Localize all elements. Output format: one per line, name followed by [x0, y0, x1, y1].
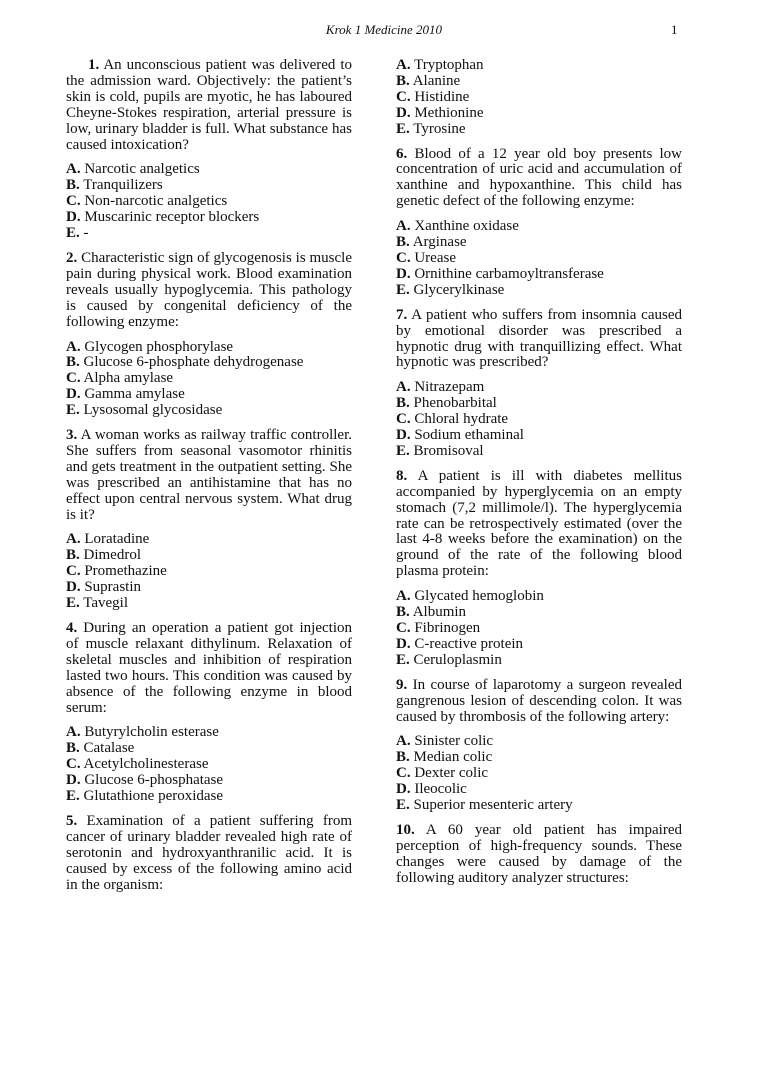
option-letter: A.	[396, 588, 411, 605]
question-body: A woman works as railway traffic controller. She suffers from seasonal vasomotor rhinitis and gets treatment in the outpatient setting. She was prescribed an antihistamine that has no effect upon central nervous system. What drug is it?	[66, 427, 352, 523]
answer-option	[66, 403, 352, 419]
question-1	[66, 58, 352, 242]
answer-option	[396, 428, 682, 444]
question-body: Blood of a 12 year old boy presents low concentration of uric acid and accumulation of xanthine and hypoxanthine. This child has genetic defect of the following enzyme:	[396, 145, 682, 210]
option-letter: A.	[66, 338, 81, 355]
option-letter: A.	[396, 733, 411, 750]
option-text: Glucose 6-phosphate dehydrogenase	[83, 354, 304, 371]
answer-option	[66, 162, 352, 178]
option-letter: B.	[396, 749, 410, 766]
question-number: 3.	[66, 427, 78, 444]
option-text: Chloral hydrate	[414, 411, 509, 428]
option-text: Gamma amylase	[84, 386, 185, 403]
answer-option	[396, 605, 682, 621]
answer-option	[396, 766, 682, 782]
left-column	[66, 58, 352, 903]
question-text	[396, 147, 682, 211]
option-text: Urease	[414, 249, 456, 266]
option-list	[396, 219, 682, 299]
answer-option	[396, 122, 682, 138]
option-text: Tyrosine	[413, 120, 466, 137]
option-letter: E.	[396, 281, 410, 298]
option-letter: D.	[66, 772, 81, 789]
option-letter: E.	[66, 788, 80, 805]
option-text: Ileocolic	[414, 781, 467, 798]
page-number: 1	[671, 22, 678, 37]
option-letter: E.	[66, 595, 80, 612]
option-letter: C.	[396, 765, 411, 782]
option-letter: C.	[396, 88, 411, 105]
option-text: Non-narcotic analgetics	[84, 193, 228, 210]
option-text: Alpha amylase	[83, 370, 174, 387]
answer-option	[396, 219, 682, 235]
option-list	[396, 58, 682, 138]
answer-option	[396, 251, 682, 267]
option-letter: A.	[396, 218, 411, 235]
option-letter: A.	[66, 531, 81, 548]
question-number: 2.	[66, 249, 78, 266]
option-letter: E.	[396, 442, 410, 459]
question-body: A 60 year old patient has impaired perception of high-frequency sounds. These changes were caused by damage of the following auditory analyzer structures:	[396, 821, 682, 886]
question-body: An unconscious patient was delivered to the admission ward. Objectively: the patient’s skin is cold, pupils are myotic, he has laboured Cheyne-Stokes respiration, arterial pressure is low, urinary bladder is full. What substance has caused intoxication?	[66, 57, 352, 153]
answer-option	[396, 444, 682, 460]
option-text: Glycated hemoglobin	[414, 588, 544, 605]
answer-option	[396, 380, 682, 396]
answer-option	[66, 548, 352, 564]
option-list	[66, 725, 352, 805]
answer-option	[396, 798, 682, 814]
option-letter: B.	[66, 547, 80, 564]
option-letter: B.	[66, 177, 80, 194]
question-number: 7.	[396, 306, 408, 323]
option-text: Arginase	[412, 234, 467, 251]
answer-option	[66, 178, 352, 194]
option-text: Superior mesenteric artery	[413, 797, 573, 814]
question-text	[66, 621, 352, 716]
option-letter: C.	[66, 563, 81, 580]
answer-option	[66, 194, 352, 210]
question-body: A patient is ill with diabetes mellitus accompanied by hyperglycemia on an empty stomach (7,2 millimole/l). The hyperglycemia rate can be retrospectively estimated (over the last 4-8 weeks before the examination) on the ground of the rate of the following blood plasma protein:	[396, 467, 682, 580]
option-text: Dexter colic	[414, 765, 489, 782]
right-column	[396, 58, 682, 896]
option-text: Glycerylkinase	[413, 281, 505, 298]
option-text: Muscarinic receptor blockers	[84, 209, 260, 226]
option-text: Dimedrol	[83, 547, 142, 564]
question-text	[396, 308, 682, 372]
question-9	[396, 678, 682, 814]
option-text: Sodium ethaminal	[414, 427, 524, 444]
answer-option	[66, 773, 352, 789]
answer-option	[66, 355, 352, 371]
answer-option	[66, 371, 352, 387]
answer-option	[396, 235, 682, 251]
question-number: 6.	[396, 145, 408, 162]
question-text	[66, 58, 352, 153]
answer-option	[396, 267, 682, 283]
question-8	[396, 469, 682, 669]
option-text: Phenobarbital	[413, 395, 497, 412]
option-letter: B.	[396, 234, 410, 251]
answer-option	[66, 725, 352, 741]
option-letter: E.	[66, 402, 80, 419]
answer-option	[396, 74, 682, 90]
option-list	[396, 589, 682, 669]
option-text: Ceruloplasmin	[413, 651, 502, 668]
option-letter: B.	[396, 604, 410, 621]
option-text: Butyrylcholin esterase	[84, 724, 219, 741]
question-number: 9.	[396, 676, 408, 693]
option-letter: E.	[396, 120, 410, 137]
option-text: Nitrazepam	[414, 379, 485, 396]
question-body: Examination of a patient suffering from cancer of urinary bladder revealed high rate of serotonin and hydroxyanthranilic acid. It is caused by excess of the following amino acid in the organism:	[66, 812, 353, 893]
option-letter: D.	[396, 635, 411, 652]
question-number: 4.	[66, 620, 78, 636]
option-letter: E.	[396, 651, 410, 668]
question-2	[66, 251, 352, 419]
option-text: Xanthine oxidase	[414, 218, 519, 235]
question-text	[66, 428, 352, 523]
question-body: A patient who suffers from insomnia caused by emotional disorder was prescribed a hypnotic drug with tranquillizing effect. What hypnotic was prescribed?	[396, 306, 682, 371]
option-letter: A.	[66, 161, 81, 178]
option-text: Narcotic analgetics	[84, 161, 200, 178]
option-letter: C.	[66, 756, 81, 773]
answer-option	[66, 564, 352, 580]
option-text: C-reactive protein	[414, 635, 524, 652]
answer-option	[396, 653, 682, 669]
option-letter: B.	[66, 740, 80, 757]
option-list	[66, 162, 352, 242]
option-letter: C.	[396, 411, 411, 428]
option-letter: D.	[66, 386, 81, 403]
option-text: Median colic	[413, 749, 493, 766]
option-text: Alanine	[412, 72, 461, 89]
option-letter: D.	[396, 427, 411, 444]
option-text: Albumin	[412, 604, 467, 621]
option-letter: D.	[396, 104, 411, 121]
answer-option	[396, 412, 682, 428]
option-letter: C.	[66, 370, 81, 387]
answer-option	[396, 589, 682, 605]
answer-option	[66, 387, 352, 403]
answer-option	[396, 637, 682, 653]
answer-option	[66, 532, 352, 548]
question-4	[66, 621, 352, 805]
option-text: -	[83, 225, 89, 242]
question-5	[66, 814, 352, 894]
answer-option	[66, 340, 352, 356]
question-body: Characteristic sign of glycogenosis is muscle pain during physical work. Blood examination reveals usually hypoglycemia. This pathology is caused by congenital deficiency of the following enzyme:	[66, 249, 353, 330]
answer-option	[396, 90, 682, 106]
question-3	[66, 428, 352, 612]
answer-option	[66, 789, 352, 805]
question-10	[396, 823, 682, 887]
question-number: 1.	[88, 57, 100, 73]
question-number: 5.	[66, 812, 78, 829]
answer-option	[66, 757, 352, 773]
answer-option	[66, 226, 352, 242]
option-letter: A.	[396, 57, 411, 73]
answer-option	[396, 621, 682, 637]
page-header-title: Krok 1 Medicine 2010	[325, 22, 443, 37]
question-6	[396, 147, 682, 299]
question-number: 8.	[396, 467, 408, 484]
question-body: In course of laparotomy a surgeon revealed gangrenous lesion of descending colon. It was caused by thrombosis of the following artery:	[396, 676, 682, 725]
answer-option	[66, 596, 352, 612]
option-letter: A.	[66, 724, 81, 741]
answer-option	[66, 580, 352, 596]
option-letter: C.	[66, 193, 81, 210]
option-letter: A.	[396, 379, 411, 396]
option-list	[396, 380, 682, 460]
option-letter: B.	[396, 72, 410, 89]
option-text: Fibrinogen	[414, 620, 481, 636]
option-text: Bromisoval	[413, 442, 484, 459]
option-text: Glycogen phosphorylase	[84, 338, 234, 355]
question-text	[66, 251, 352, 331]
option-text: Glutathione peroxidase	[83, 788, 224, 805]
answer-option	[396, 750, 682, 766]
answer-option	[396, 782, 682, 798]
option-text: Suprastin	[84, 579, 142, 596]
option-text: Sinister colic	[414, 733, 494, 750]
option-text: Loratadine	[84, 531, 150, 548]
option-letter: E.	[66, 225, 80, 242]
question-text	[396, 678, 682, 726]
option-letter: D.	[396, 265, 411, 282]
option-letter: B.	[66, 354, 80, 371]
option-letter: C.	[396, 620, 411, 636]
answer-option	[396, 734, 682, 750]
option-letter: B.	[396, 395, 410, 412]
option-letter: E.	[396, 797, 410, 814]
option-text: Tryptophan	[414, 57, 484, 73]
question-number: 10.	[396, 821, 415, 838]
option-text: Ornithine carbamoyltransferase	[414, 265, 604, 282]
option-text: Glucose 6-phosphatase	[84, 772, 224, 789]
question-body: During an operation a patient got injection of muscle relaxant dithylinum. Relaxation of skeletal muscles and inhibition of respiration lasted two hours. This condition was caused by absence of the following enzyme in blood serum:	[66, 620, 352, 716]
option-text: Tavegil	[83, 595, 129, 612]
answer-option	[396, 396, 682, 412]
answer-option	[396, 283, 682, 299]
question-text	[396, 469, 682, 580]
option-list	[66, 532, 352, 612]
answer-option	[66, 210, 352, 226]
option-letter: D.	[396, 781, 411, 798]
option-text: Acetylcholinesterase	[83, 756, 209, 773]
answer-option	[396, 58, 682, 74]
option-letter: D.	[66, 579, 81, 596]
option-text: Promethazine	[84, 563, 167, 580]
question-text	[66, 814, 352, 894]
answer-option	[66, 741, 352, 757]
option-text: Tranquilizers	[83, 177, 163, 194]
option-list	[66, 340, 352, 420]
option-text: Histidine	[414, 88, 470, 105]
option-letter: C.	[396, 249, 411, 266]
option-text: Catalase	[83, 740, 135, 757]
option-text: Lysosomal glycosidase	[83, 402, 223, 419]
question-7	[396, 308, 682, 460]
answer-option	[396, 106, 682, 122]
option-list	[396, 734, 682, 814]
option-letter: D.	[66, 209, 81, 226]
option-text: Methionine	[414, 104, 484, 121]
question-text	[396, 823, 682, 887]
